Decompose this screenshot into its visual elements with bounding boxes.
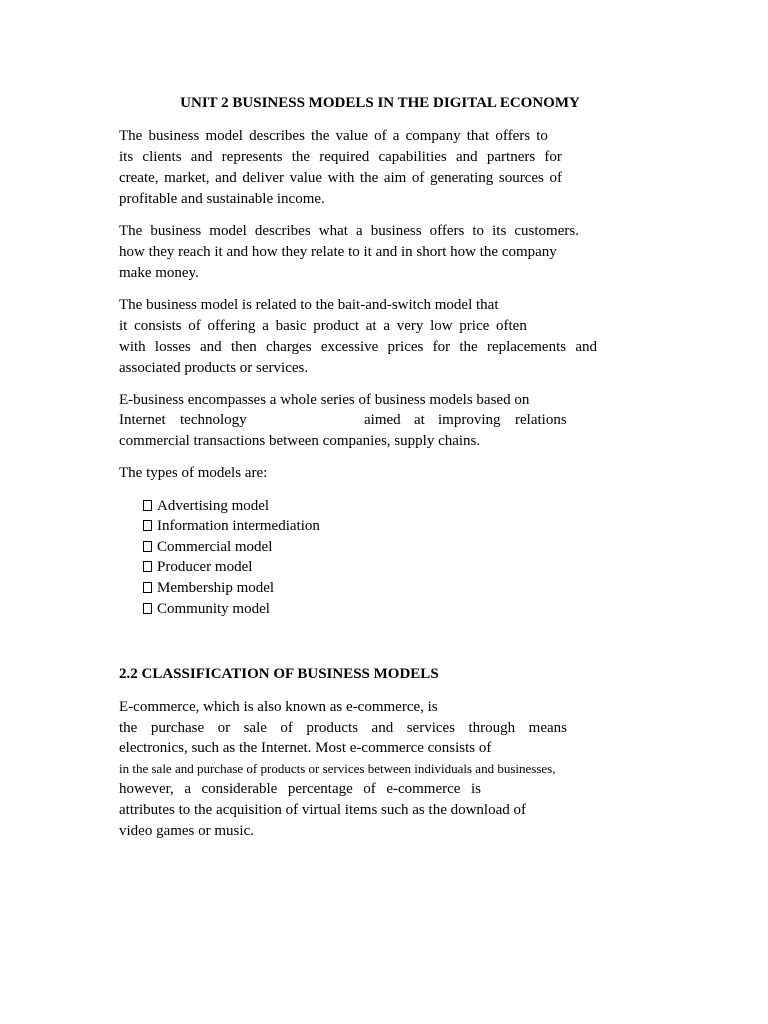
word: it: [119, 318, 128, 334]
word: value: [335, 128, 368, 144]
word: and: [200, 339, 222, 355]
p1-line-1: [119, 126, 548, 147]
p5-line-7: video games or music.: [119, 823, 254, 839]
word: excessive: [320, 339, 379, 355]
word: of: [188, 318, 201, 334]
list-item: [143, 599, 270, 620]
word: price: [459, 318, 490, 334]
p4-word-1: Internet: [119, 412, 166, 428]
p1-line-3: [119, 168, 562, 189]
checkbox-icon: [143, 582, 152, 593]
word: low: [430, 318, 453, 334]
word: charges: [266, 339, 312, 355]
word: replacements: [486, 339, 567, 355]
p5-line-6: attributes to the acquisition of virtual items such as the download of: [119, 802, 526, 818]
word: sale: [243, 720, 267, 736]
list-item: [143, 516, 320, 537]
word: and: [455, 149, 478, 165]
word: aim: [383, 170, 407, 186]
word: prices: [387, 339, 424, 355]
word: clients: [142, 149, 182, 165]
word: losses: [154, 339, 191, 355]
word: its: [492, 223, 507, 239]
word: what: [318, 223, 348, 239]
p5-line-5: [119, 779, 481, 800]
list-item-label: Community model: [157, 601, 270, 617]
word: company: [405, 128, 461, 144]
p4-line-2: [119, 410, 570, 431]
list-item-label: Advertising model: [157, 498, 270, 514]
word: and: [371, 720, 394, 736]
word: with: [119, 339, 146, 355]
word: The: [119, 128, 143, 144]
word: generating: [429, 170, 494, 186]
p1-line-4: profitable and sustainable income.: [119, 191, 325, 207]
word: its: [119, 149, 134, 165]
list-item-label: Producer model: [157, 559, 253, 575]
p5-line-1: E-commerce, which is also known as e-commerce, is: [119, 699, 438, 715]
word: business: [370, 223, 422, 239]
list-item-label: Commercial model: [157, 539, 273, 555]
word: often: [496, 318, 527, 334]
word: services: [406, 720, 456, 736]
word: percentage: [287, 781, 353, 797]
checkbox-icon: [143, 541, 152, 552]
checkbox-icon: [143, 561, 152, 572]
p4-word-4: at: [414, 412, 425, 428]
word: of: [374, 128, 387, 144]
checkbox-icon: [143, 500, 152, 511]
word: is: [470, 781, 481, 797]
word: a: [392, 128, 400, 144]
word: purchase: [150, 720, 205, 736]
word: with: [327, 170, 355, 186]
word: offers: [429, 223, 465, 239]
word: value: [289, 170, 323, 186]
p2-line-2: how they reach it and how they relate to it and in short how the company: [119, 244, 557, 260]
word: at: [365, 318, 377, 334]
word: to: [536, 128, 548, 144]
document-title: UNIT 2 BUSINESS MODELS IN THE DIGITAL ECONOMY: [180, 95, 580, 111]
checkbox-icon: [143, 520, 152, 531]
word: of: [411, 170, 425, 186]
word: the: [459, 339, 478, 355]
word: a: [355, 223, 363, 239]
word: partners: [486, 149, 536, 165]
word: however,: [119, 781, 174, 797]
word: means: [528, 720, 567, 736]
word: of: [280, 720, 293, 736]
word: and: [575, 339, 597, 355]
word: model: [205, 128, 243, 144]
word: represents: [221, 149, 283, 165]
word: capabilities: [378, 149, 447, 165]
word: of: [363, 781, 376, 797]
checkbox-icon: [143, 603, 152, 614]
word: consists: [134, 318, 182, 334]
word: that: [466, 128, 490, 144]
word: the: [359, 170, 379, 186]
word: for: [432, 339, 451, 355]
word: business: [150, 223, 202, 239]
p5-line-3: electronics, such as the Internet. Most e-commerce consists of: [119, 740, 492, 756]
p4-line-1: E-business encompasses a whole series of business models based on: [119, 392, 530, 408]
word: products: [306, 720, 359, 736]
word: of: [549, 170, 562, 186]
list-item-label: Information intermediation: [157, 518, 320, 534]
p3-line-3: [119, 337, 597, 358]
list-item: [143, 537, 272, 558]
list-item: [143, 496, 269, 517]
word: sources: [498, 170, 544, 186]
list-item: [143, 578, 274, 599]
word: very: [396, 318, 424, 334]
word: offering: [207, 318, 256, 334]
p5-line-2: [119, 718, 567, 739]
word: model: [209, 223, 247, 239]
word: business: [148, 128, 200, 144]
section-heading: 2.2 CLASSIFICATION OF BUSINESS MODELS: [119, 666, 439, 682]
word: The: [119, 223, 143, 239]
p2-line-1: [119, 221, 579, 242]
word: considerable: [201, 781, 278, 797]
word: and: [190, 149, 213, 165]
word: e-commerce: [386, 781, 461, 797]
list-item-label: Membership model: [157, 580, 275, 596]
word: to: [472, 223, 485, 239]
word: basic: [275, 318, 307, 334]
word: required: [319, 149, 370, 165]
word: the: [119, 720, 138, 736]
word: then: [230, 339, 257, 355]
word: the: [291, 149, 311, 165]
word: create,: [119, 170, 159, 186]
p4-word-2: technology: [180, 412, 247, 428]
list-item: [143, 557, 252, 578]
p4-word-6: relations: [515, 412, 567, 428]
p4-word-3: aimed: [364, 412, 401, 428]
p2-line-3: make money.: [119, 265, 199, 281]
word: a: [262, 318, 269, 334]
p4-word-5: improving: [438, 412, 501, 428]
p5-line-4: in the sale and purchase of products or services between individuals and businesses,: [119, 761, 556, 776]
p3-line-1: The business model is related to the bait-and-switch model that: [119, 297, 499, 313]
word: product: [313, 318, 360, 334]
word: describes: [249, 128, 305, 144]
word: deliver: [242, 170, 285, 186]
p3-line-2: [119, 316, 527, 337]
word: offers: [495, 128, 531, 144]
types-intro: The types of models are:: [119, 465, 268, 481]
word: or: [217, 720, 231, 736]
word: market,: [164, 170, 210, 186]
word: a: [184, 781, 191, 797]
word: a: [383, 318, 390, 334]
word: customers.: [514, 223, 579, 239]
word: through: [468, 720, 516, 736]
p1-line-2: [119, 147, 562, 168]
word: describes: [254, 223, 311, 239]
word: the: [311, 128, 330, 144]
p4-line-3: commercial transactions between companies, supply chains.: [119, 433, 481, 449]
p3-line-4: associated products or services.: [119, 360, 309, 376]
word: and: [215, 170, 237, 186]
word: for: [544, 149, 562, 165]
